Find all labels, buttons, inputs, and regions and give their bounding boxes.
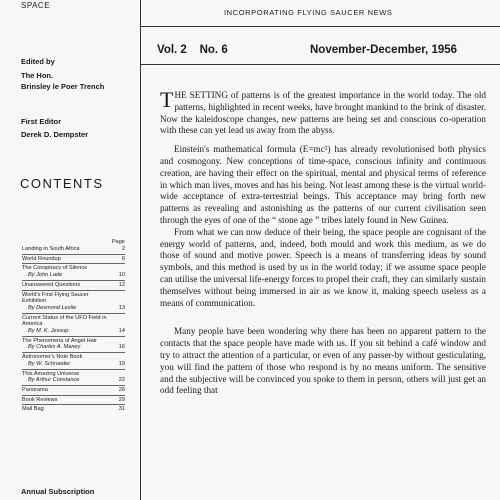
toc-item[interactable] — [22, 265, 125, 278]
header-tagline: INCORPORATING FLYING SAUCER NEWS — [224, 8, 393, 17]
toc-page-number: 10 — [118, 272, 125, 279]
toc-title: The Conspiracy of Silence — [22, 265, 88, 272]
article-paragraph — [160, 87, 486, 137]
article-paragraph: Many people have been wondering why there has been no apparent pattern to the contacts that the space people have made with us. If you sit behind a café window and try to attract the attention of a particular, or even of any passer-by without gesticulating, you will find the pattern of those who respond is by no means uniform. The sensitive and the subjective will be convinced you spoke to them in person, others will just get an odd feeling that — [160, 326, 486, 396]
toc-title: World Roundup — [22, 255, 61, 262]
toc-title: Current Status of the UFO Field in America — [22, 314, 107, 328]
annual-subscription: Annual Subscription — [21, 487, 95, 496]
issue-date: November-December, 1956 — [310, 44, 458, 56]
first-editor-block — [21, 116, 88, 140]
issue-volume: Vol. 2 No. 6 — [157, 44, 228, 56]
toc-rule — [22, 263, 125, 264]
toc-author: By W. Schroeder — [28, 360, 71, 367]
toc-page-number: 12 — [118, 281, 125, 288]
paragraph-text: HE SETTING of patterns is of the greatest importance in the world today. The old patterns, highlighted in recent weeks, have brought mankind to the brink of disaster. Now the kaleidoscope changes, new patterns are being set and conscious co-operation with these can yet lead us away from the abyss. — [160, 90, 486, 136]
toc-page-number: 2 — [121, 246, 125, 252]
article-paragraph: From what we can now deduce of their being, the space people are cognisant of the energy world of patterns, and, indeed, both mould and work this medium, as we do those of sound and motive power. Speech is a means of transferring ideas by sound symbols, and this method is used by us in the world today; if we assume space people can utilise the universal life-energy forces to propel their craft, they can similarly sustain themselves without being immersed in air as we know it, making speech useless as a means of communication. — [160, 226, 486, 308]
toc-title: The Phenomena of Angel Hair — [22, 337, 97, 344]
masthead-fragment: SPACE — [21, 1, 51, 10]
toc-title: Unanswered Questions — [22, 281, 81, 288]
toc-rule — [22, 395, 125, 396]
column-divider — [140, 0, 141, 500]
toc-item[interactable] — [22, 338, 125, 351]
toc-page-number: 6 — [121, 255, 125, 262]
toc-title: Landing in South Africa — [22, 246, 80, 252]
toc-item[interactable] — [22, 292, 125, 312]
toc-title: This Amazing Universe — [22, 370, 80, 377]
sidebar — [0, 0, 140, 500]
toc-title: Book Reviews — [22, 396, 58, 403]
toc-author: By Arthur Constance — [28, 377, 80, 384]
toc-rule — [22, 385, 125, 386]
toc-item[interactable] — [22, 246, 125, 253]
toc-page-number: 13 — [118, 304, 125, 311]
toc-item[interactable] — [22, 387, 125, 394]
editor-block — [21, 56, 104, 92]
toc-title: Panorama — [22, 386, 48, 393]
toc-page-number: 14 — [118, 328, 125, 335]
toc-page-number: 29 — [118, 396, 125, 403]
toc-page-number: 31 — [118, 406, 125, 413]
toc-item[interactable] — [22, 256, 125, 263]
toc-page-number: 26 — [118, 386, 125, 393]
toc-title: World's First Flying Saucer Exhibition — [22, 291, 89, 305]
first-editor-label: First Editor — [21, 117, 62, 126]
toc-rule — [22, 336, 125, 337]
toc-item[interactable] — [22, 397, 125, 404]
page-column-header: Page — [112, 239, 125, 245]
first-editor-name: Derek D. Dempster — [21, 130, 89, 139]
toc-item[interactable] — [22, 282, 125, 289]
toc-title: Mail Bag — [22, 406, 44, 413]
edited-by-label: Edited by — [21, 57, 55, 66]
editor-line2: Brinsley le Poer Trench — [21, 82, 105, 91]
toc-page-number: 16 — [118, 344, 125, 351]
header-rule — [141, 64, 500, 65]
toc-item[interactable] — [22, 406, 125, 413]
article-paragraph: Einstein's mathematical formula (E=mc²) has already revolutionised both physics and cosmogony. New conceptions of time-space, conscious infinity and continuous creation, are having their effect on the spiritual, mental and physical terms of reference in which man lives, moves and has his being. Not least among these is the virtual world-wide acceptance of extra-terrestrial beings. This acceptance may bring forth new patterns as revealing and astonishing as the patterns of our current civilisation seen through the eyes of one of the “ stone age ” tribes lately found in New Guinea. — [160, 144, 486, 225]
table-of-contents — [22, 246, 125, 413]
drop-cap: T — [160, 87, 174, 112]
toc-item[interactable] — [22, 354, 125, 367]
toc-title: Astronomer's Note Book — [22, 354, 83, 361]
toc-page-number: 19 — [118, 360, 125, 367]
toc-item[interactable] — [22, 315, 125, 335]
toc-rule — [22, 404, 125, 405]
toc-rule — [22, 254, 125, 255]
toc-author: By John Lade — [28, 272, 63, 279]
toc-rule — [22, 290, 125, 291]
toc-author: By M. K. Jessup — [28, 328, 69, 335]
toc-page-number: 22 — [118, 377, 125, 384]
article-body — [160, 87, 486, 397]
toc-rule — [22, 313, 125, 314]
toc-rule — [22, 280, 125, 281]
toc-rule — [22, 352, 125, 353]
toc-author: By Desmond Leslie — [28, 304, 77, 311]
contents-title: CONTENTS — [20, 176, 104, 191]
toc-rule — [22, 369, 125, 370]
toc-author: By Charles A. Maney — [28, 344, 81, 351]
editor-line1: The Hon. — [21, 71, 54, 80]
toc-item[interactable] — [22, 371, 125, 384]
